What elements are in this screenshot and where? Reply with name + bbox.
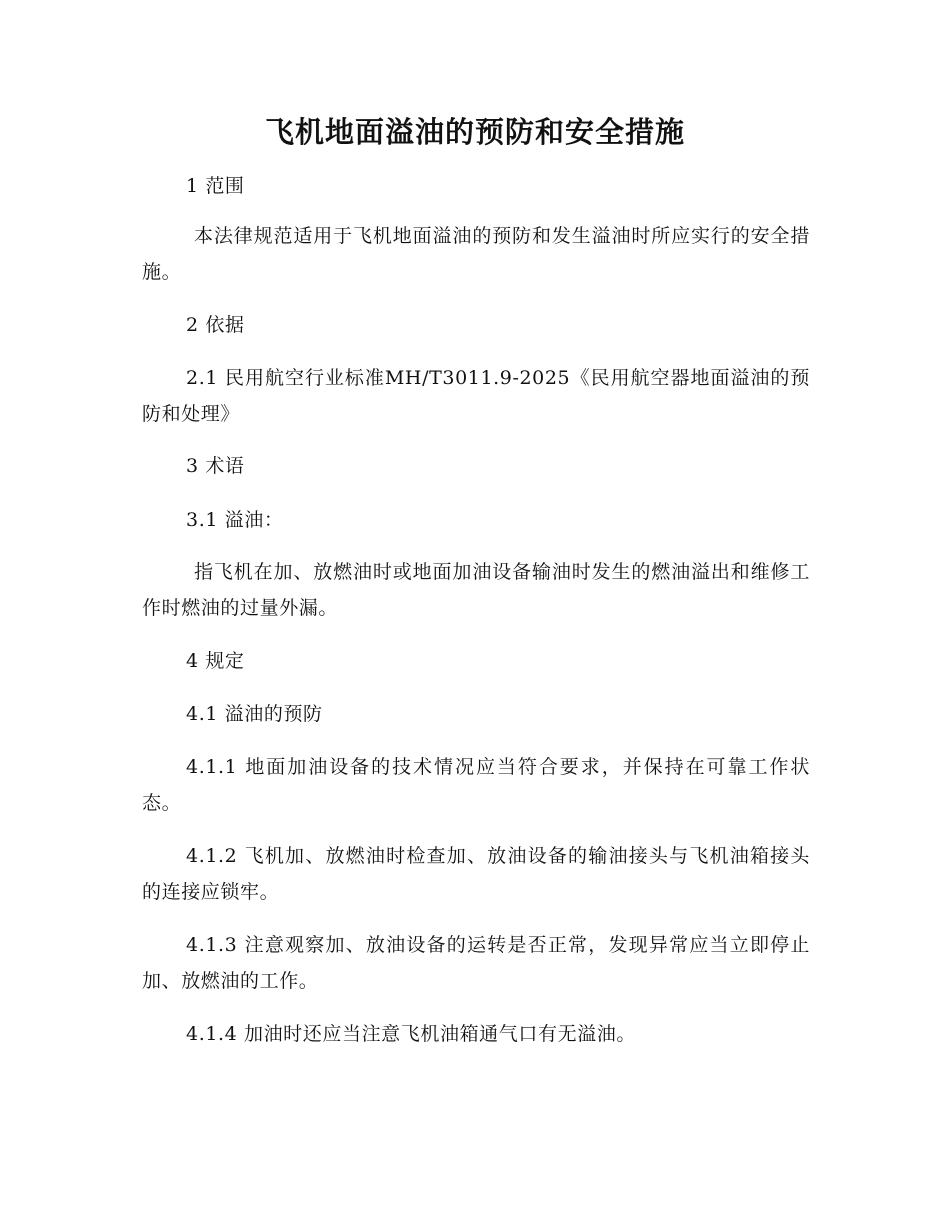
section-heading-rules: 4 规定	[186, 650, 245, 672]
paragraph-rule-4-1: 4.1 溢油的预防	[186, 703, 323, 725]
paragraph-rule-4-1-4: 4.1.4 加油时还应当注意飞机油箱通气口有无溢油。	[186, 1023, 636, 1045]
paragraph-rule-4-1-1: 4.1.1 地面加油设备的技术情况应当符合要求，并保持在可靠工作状态。	[142, 756, 810, 814]
section-heading-scope: 1 范围	[186, 175, 245, 197]
section-heading-basis: 2 依据	[186, 314, 245, 336]
paragraph-rule-4-1-3: 4.1.3 注意观察加、放油设备的运转是否正常，发现异常应当立即停止加、放燃油的工作。	[142, 934, 810, 992]
section-heading-terms: 3 术语	[186, 455, 245, 477]
paragraph-term-3-1: 3.1 溢油：	[186, 509, 284, 531]
paragraph-scope-text: 本法律规范适用于飞机地面溢油的预防和发生溢油时所应实行的安全措施。	[142, 225, 810, 283]
document-title: 飞机地面溢油的预防和安全措施	[264, 115, 685, 149]
paragraph-rule-4-1-2: 4.1.2 飞机加、放燃油时检查加、放油设备的输油接头与飞机油箱接头的连接应锁牢。	[142, 845, 810, 903]
paragraph-basis-2-1: 2.1 民用航空行业标准MH/T3011.9-2025《民用航空器地面溢油的预防和处理》	[142, 367, 810, 425]
paragraph-term-definition: 指飞机在加、放燃油时或地面加油设备输油时发生的燃油溢出和维修工作时燃油的过量外漏。	[142, 561, 810, 619]
